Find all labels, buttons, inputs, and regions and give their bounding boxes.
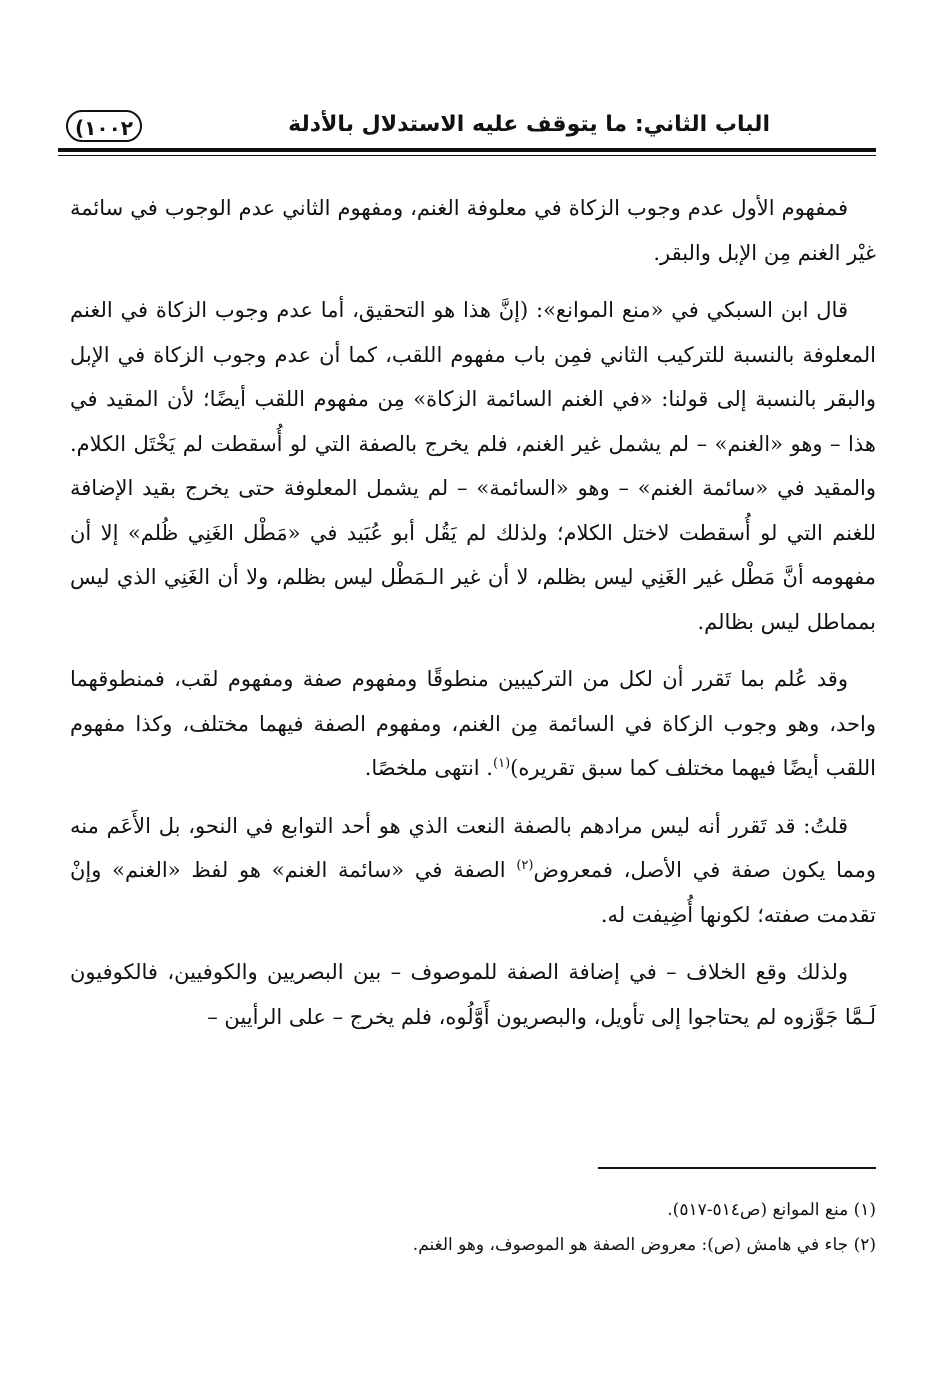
footnote-ref-1: (١) (493, 756, 511, 771)
paragraph-4 (70, 804, 876, 938)
page-number: (١٠٠٢ (66, 110, 142, 142)
chapter-title: الباب الثاني: ما يتوقف عليه الاستدلال بالأدلة (288, 112, 770, 137)
header-rule-thick (58, 148, 876, 152)
paragraph-3-text-end: . انتهى ملخصًا. (364, 756, 493, 780)
paragraph-3 (70, 657, 876, 791)
footnote-ref-2: (٢) (516, 858, 534, 873)
paragraph-2: قال ابن السبكي في «منع الموانع»: (إنَّ هذا هو التحقيق، أما عدم وجوب الزكاة في الغنم المعلوفة بالنسبة للتركيب الثاني فمِن باب مفهوم اللقب، كما أن عدم وجوب الزكاة في الإبل والبقر بالنسبة إلى قولنا: «في الغنم السائمة الزكاة» مِن مفهوم اللقب أيضًا؛ لأن المقيد في هذا – وهو «الغنم» – لم يشمل غير الغنم، فلم يخرج بالصفة التي لو أُسقطت لم يَخْتَل الكلام. والمقيد في «سائمة الغنم» – وهو «السائمة» – لم يشمل المعلوفة حتى يخرج بقيد الإضافة للغنم التي لو أُسقطت لاختل الكلام؛ ولذلك لم يَقُل أبو عُبَيد في «مَطْل الغَنِي ظُلم» إلا أن مفهومه أنَّ مَطْل غير الغَنِي ليس بظلم، لا أن غير الـمَطْل ليس بظلم، ولا أن الغَنِي الذي ليس بمماطل ليس بظالم. (70, 298, 876, 634)
header-rule-thin (58, 155, 876, 156)
paragraph-4-text: قلتُ: قد تَقرر أنه ليس مرادهم بالصفة النعت الذي هو أحد التوابع في النحو، بل الأَعَم منه ومما يكون صفة في الأصل، فمعروض (70, 813, 876, 882)
footnote-1: (١) منع الموانع (ص٥١٤-٥١٧). (667, 1200, 876, 1220)
paragraph-5: ولذلك وقع الخلاف – في إضافة الصفة للموصوف – بين البصريين والكوفيين، فالكوفيون لَـمَّا جَوَّزوه لم يحتاجوا إلى تأويل، والبصريون أَوَّلُوه، فلم يخرج – على الرأيين – (70, 960, 876, 1029)
paragraph-1: فمفهوم الأول عدم وجوب الزكاة في معلوفة الغنم، ومفهوم الثاني عدم الوجوب في سائمة غيْر الغنم مِن الإبل والبقر. (70, 196, 876, 265)
paragraph-4-text-end: الصفة في «سائمة الغنم» هو لفظ «الغنم» وإنْ تقدمت صفته؛ لكونها أُضِيفت له. (70, 858, 876, 927)
main-text (70, 186, 876, 1052)
footnote-2: (٢) جاء في هامش (ص): معروض الصفة هو الموصوف، وهو الغنم. (412, 1235, 876, 1255)
footnote-separator (598, 1167, 876, 1169)
paragraph-3-text: وقد عُلم بما تَقرر أن لكل من التركيبين منطوقًا ومفهوم صفة ومفهوم لقب، فمنطوقهما واحد، وهو وجوب الزكاة في السائمة مِن الغنم، ومفهوم الصفة فيهما مختلف، وكذا مفهوم اللقب أيضًا فيهما مختلف كما سبق تقريره) (70, 667, 876, 780)
footnotes (70, 1198, 876, 1268)
page-header (58, 110, 876, 148)
